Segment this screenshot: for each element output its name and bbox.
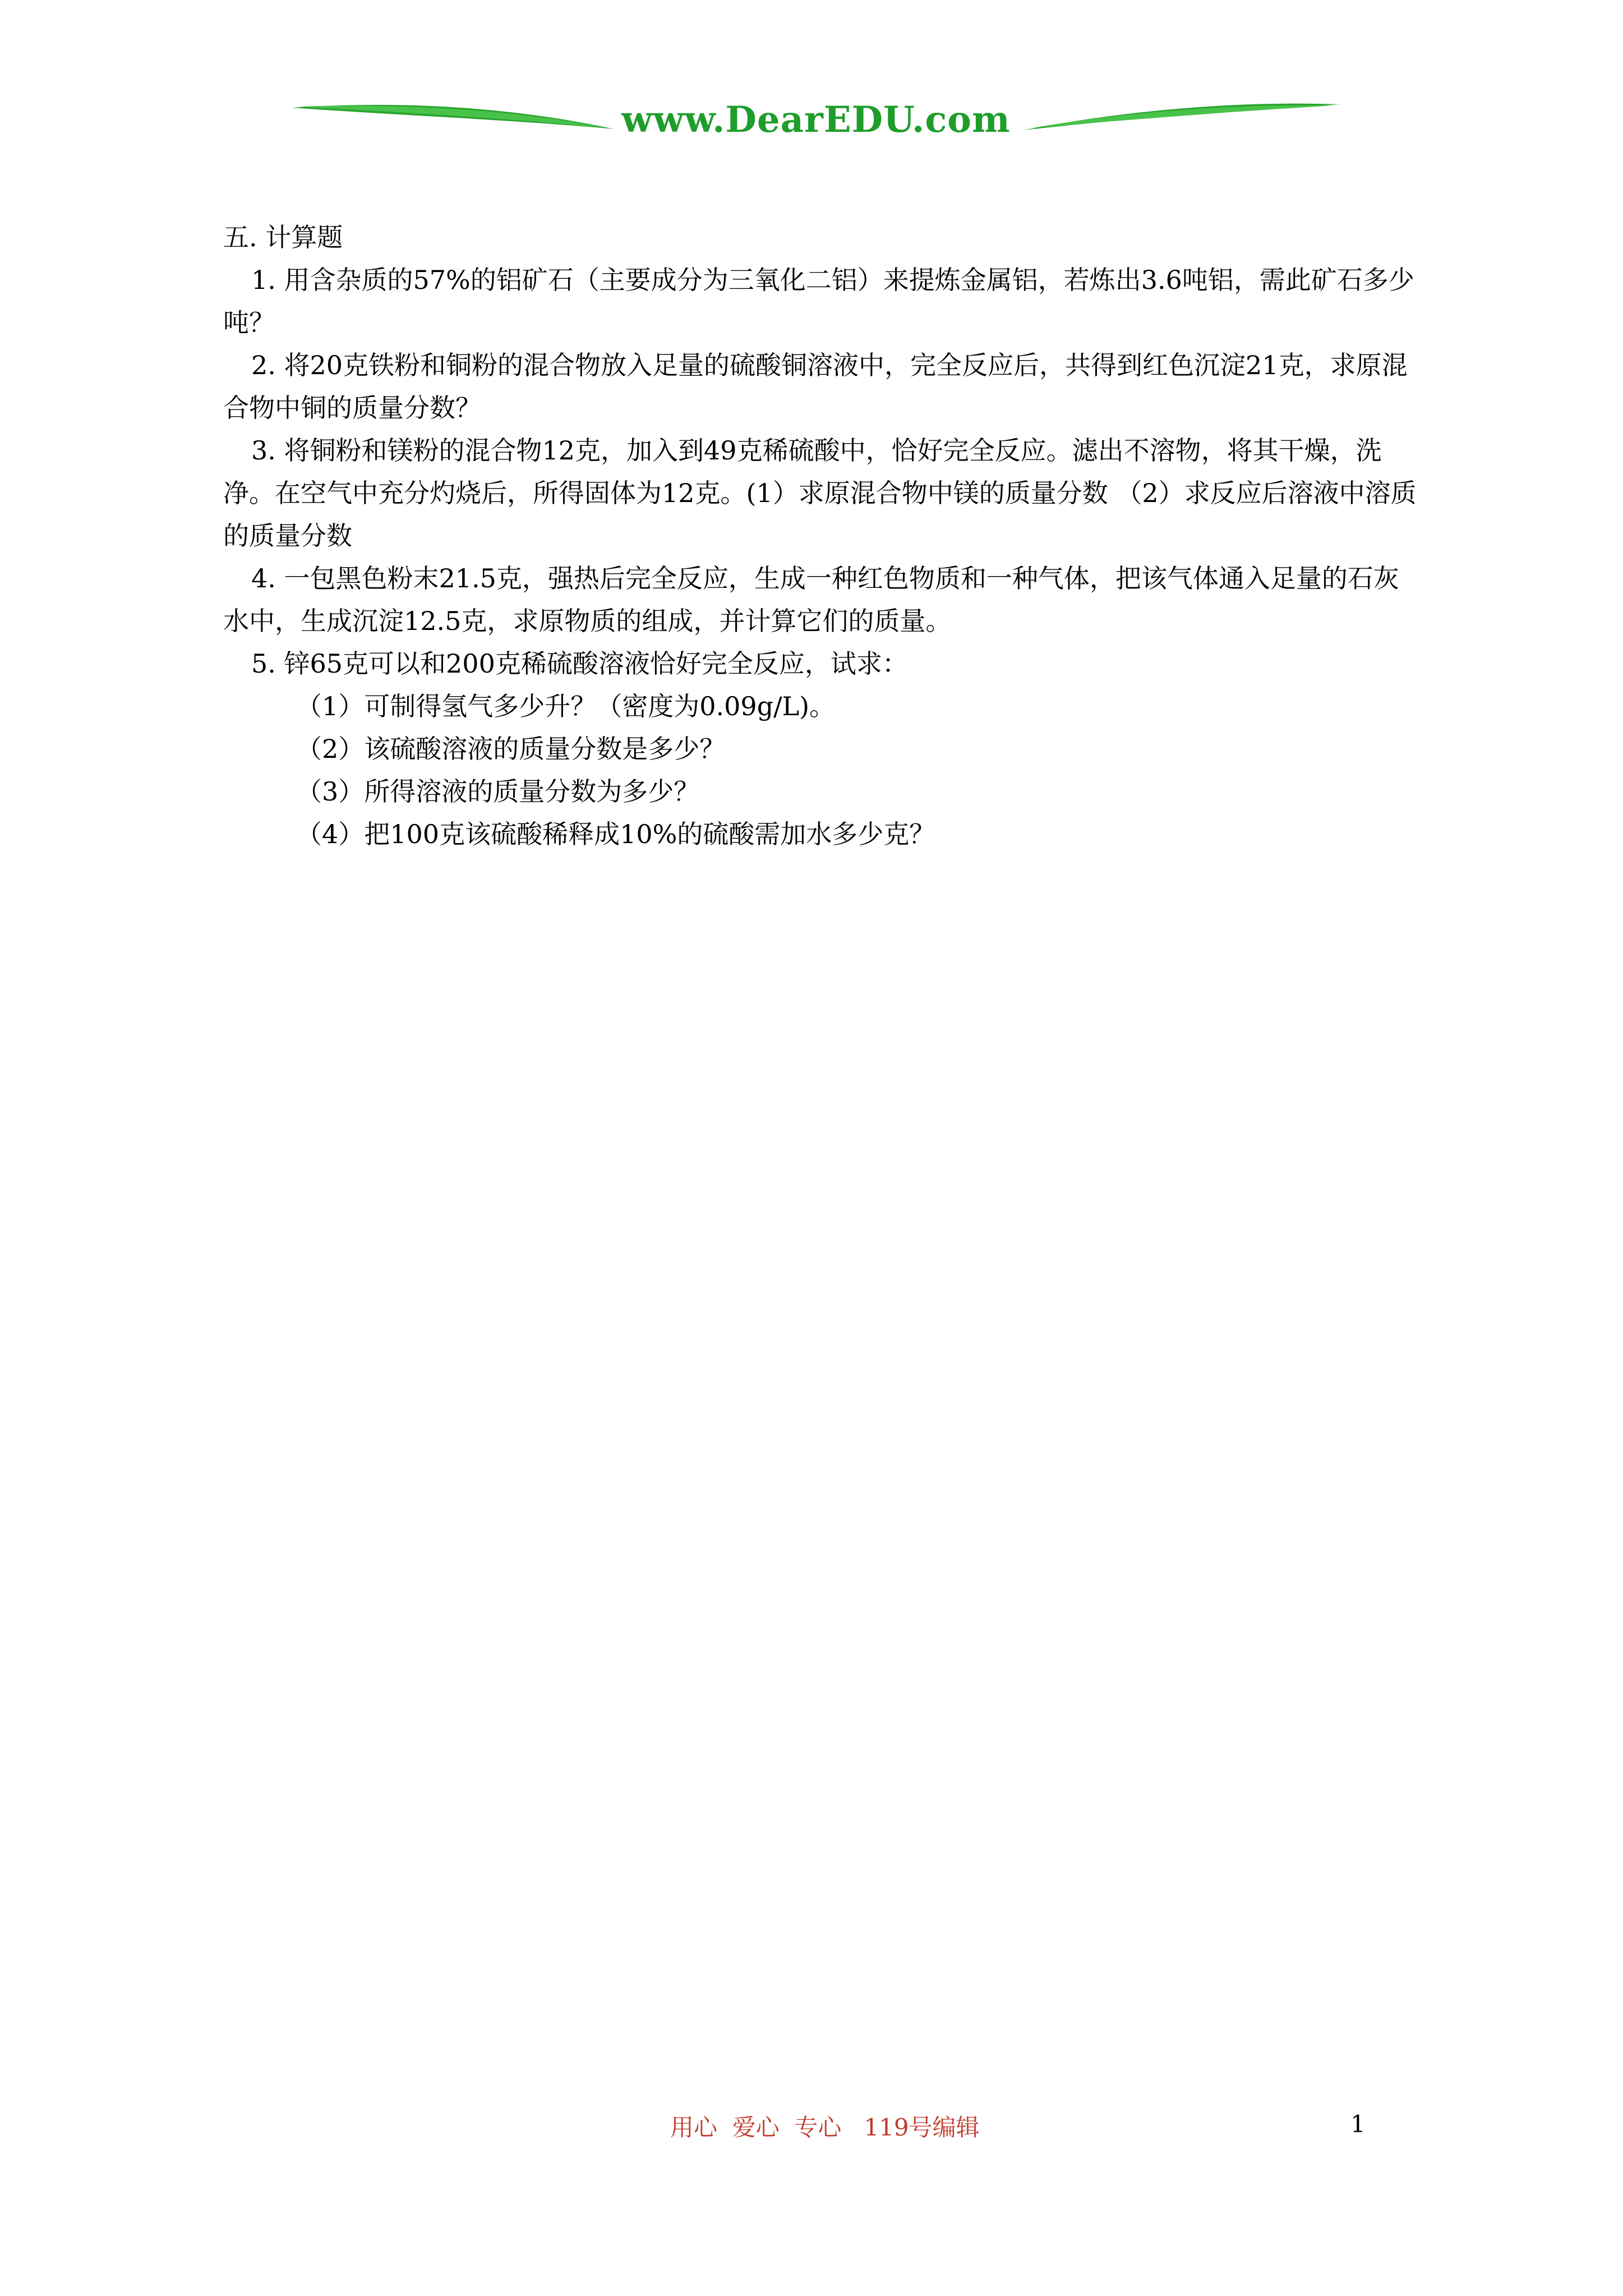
question-5: 5. 锌65克可以和200克稀硫酸溶液恰好完全反应，试求： — [251, 648, 908, 679]
question-1: 1. 用含杂质的57%的铝矿石（主要成分为三氧化二铝）来提炼金属铝，若炼出3.6吨铝，需此矿石多少吨？ — [223, 265, 1414, 338]
question-5-sub-3: （3）所得溶液的质量分数为多少？ — [296, 776, 700, 807]
logo-text: www.DearEDU.com — [621, 99, 1011, 141]
footer-text: 用心 爱心 专心 119号编辑 — [670, 2114, 980, 2141]
question-3: 3. 将铜粉和镁粉的混合物12克，加入到49克稀硫酸中，恰好完全反应。滤出不溶物，将其干燥，洗净。在空气中充分灼烧后，所得固体为12克。(1）求原混合物中镁的质量分数 （2）求反应后溶液中溶质的质量分数 — [223, 435, 1417, 551]
question-5-sub-1: （1）可制得氢气多少升？（密度为0.09g/L)。 — [296, 691, 836, 721]
section-heading: 五. 计算题 — [223, 222, 343, 252]
question-4: 4. 一包黑色粉末21.5克，强热后完全反应，生成一种红色物质和一种气体，把该气体通入足量的石灰水中，生成沉淀12.5克，求原物质的组成，并计算它们的质量。 — [223, 563, 1399, 636]
document-body — [223, 216, 1423, 855]
header-logo — [292, 95, 1340, 157]
question-5-sub-4: （4）把100克该硫酸稀释成10%的硫酸需加水多少克？ — [296, 819, 935, 849]
question-5-sub-2: （2）该硫酸溶液的质量分数是多少？ — [296, 734, 726, 764]
question-2: 2. 将20克铁粉和铜粉的混合物放入足量的硫酸铜溶液中，完全反应后，共得到红色沉淀21克，求原混合物中铜的质量分数？ — [223, 350, 1408, 423]
page-number: 1 — [1350, 2110, 1366, 2138]
